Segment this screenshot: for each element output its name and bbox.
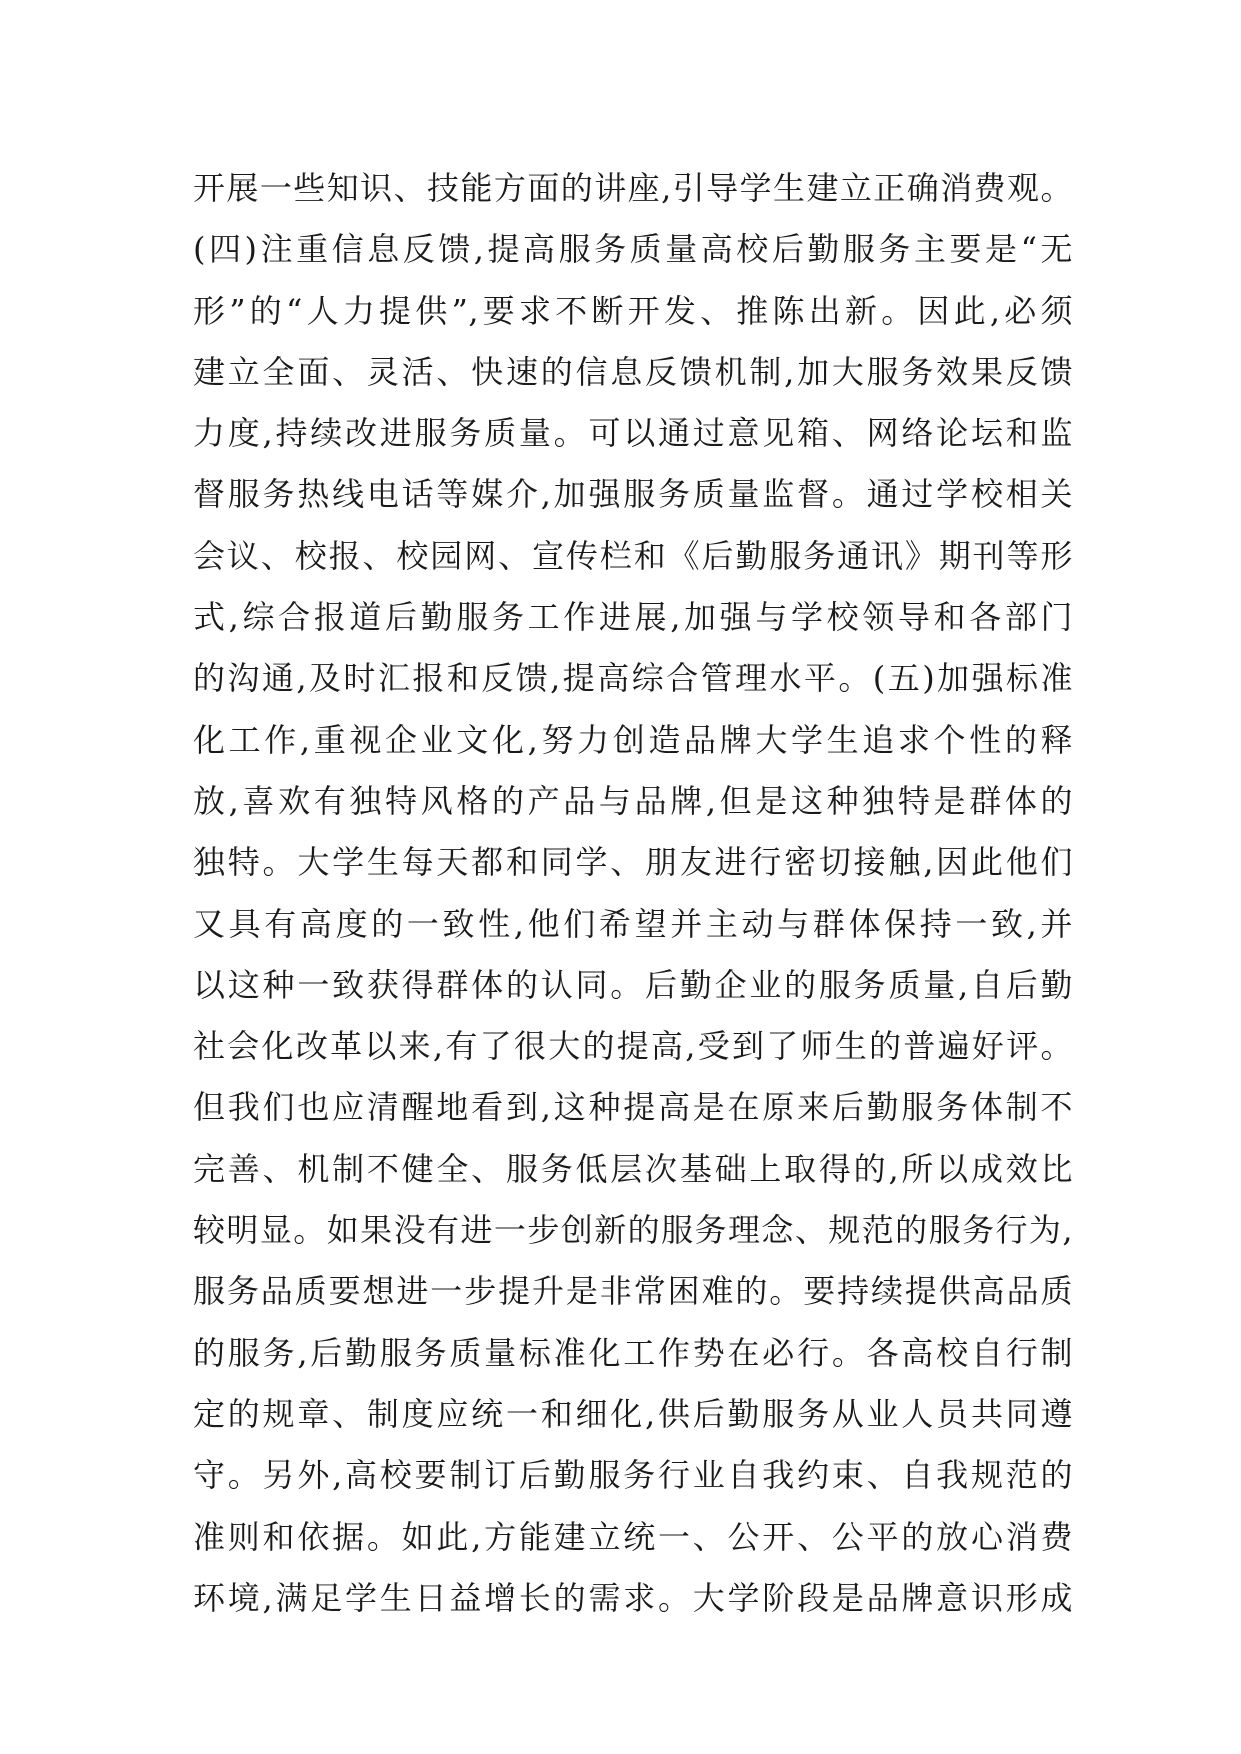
text-line: 力度,持续改进服务质量。可以通过意见箱、网络论坛和监	[193, 414, 1073, 453]
text-line: 的服务,后勤服务质量标准化工作势在必行。各高校自行制	[193, 1333, 1073, 1372]
text-line: 以这种一致获得群体的认同。后勤企业的服务质量,自后勤	[193, 965, 1073, 1004]
text-line: 独特。大学生每天都和同学、朋友进行密切接触,因此他们	[193, 843, 1073, 882]
text-line: 开展一些知识、技能方面的讲座,引导学生建立正确消费观。	[193, 169, 1073, 207]
text-line: 又具有高度的一致性,他们希望并主动与群体保持一致,并	[193, 904, 1073, 943]
text-line: 会议、校报、校园网、宣传栏和《后勤服务通讯》期刊等形	[193, 536, 1073, 575]
text-line: 守。另外,高校要制订后勤服务行业自我约束、自我规范的	[193, 1456, 1073, 1495]
text-line: 放,喜欢有独特风格的产品与品牌,但是这种独特是群体的	[193, 781, 1073, 820]
text-line: 但我们也应清醒地看到,这种提高是在原来后勤服务体制不	[193, 1088, 1073, 1127]
text-line: 环境,满足学生日益增长的需求。大学阶段是品牌意识形成	[193, 1578, 1073, 1617]
text-line: 服务品质要想进一步提升是非常困难的。要持续提供高品质	[193, 1272, 1073, 1311]
text-line: 准则和依据。如此,方能建立统一、公开、公平的放心消费	[193, 1517, 1073, 1556]
text-line: 较明显。如果没有进一步创新的服务理念、规范的服务行为,	[193, 1211, 1073, 1250]
text-line: 形”的“人力提供”,要求不断开发、推陈出新。因此,必须	[193, 291, 1073, 330]
text-line: (四)注重信息反馈,提高服务质量高校后勤服务主要是“无	[193, 230, 1073, 269]
text-line: 式,综合报道后勤服务工作进展,加强与学校领导和各部门	[193, 598, 1073, 637]
text-line: 完善、机制不健全、服务低层次基础上取得的,所以成效比	[193, 1149, 1073, 1188]
text-line: 的沟通,及时汇报和反馈,提高综合管理水平。(五)加强标准	[193, 659, 1073, 698]
text-line: 社会化改革以来,有了很大的提高,受到了师生的普遍好评。	[193, 1027, 1073, 1066]
text-line: 定的规章、制度应统一和细化,供后勤服务从业人员共同遵	[193, 1394, 1073, 1433]
text-line: 建立全面、灵活、快速的信息反馈机制,加大服务效果反馈	[193, 352, 1073, 391]
body-text	[193, 158, 1073, 1629]
text-line: 化工作,重视企业文化,努力创造品牌大学生追求个性的释	[193, 720, 1073, 759]
text-line: 督服务热线电话等媒介,加强服务质量监督。通过学校相关	[193, 475, 1073, 514]
